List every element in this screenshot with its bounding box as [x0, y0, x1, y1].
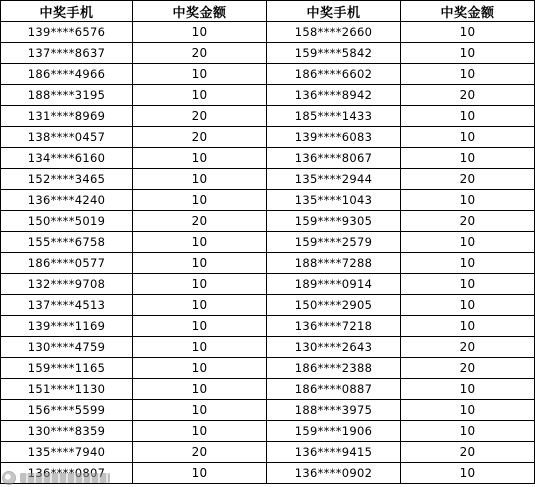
cell-phone-right: 158****2660 — [267, 22, 401, 43]
cell-amount-left: 10 — [133, 379, 267, 400]
watermark-text-mark — [20, 473, 110, 483]
cell-amount-left: 20 — [133, 106, 267, 127]
cell-amount-right: 10 — [401, 22, 535, 43]
cell-phone-left: 155****6758 — [1, 232, 133, 253]
cell-amount-left: 10 — [133, 400, 267, 421]
cell-phone-right: 136****0902 — [267, 463, 401, 484]
table-row — [1, 106, 535, 127]
table-row — [1, 64, 535, 85]
cell-amount-left: 20 — [133, 211, 267, 232]
table-row — [1, 127, 535, 148]
cell-amount-right: 10 — [401, 400, 535, 421]
watermark-logo-icon — [2, 471, 16, 485]
table-row — [1, 379, 535, 400]
cell-phone-left: 135****7940 — [1, 442, 133, 463]
cell-amount-left: 10 — [133, 463, 267, 484]
cell-phone-left: 186****4966 — [1, 64, 133, 85]
cell-phone-left: 159****1165 — [1, 358, 133, 379]
table-row — [1, 85, 535, 106]
watermark — [2, 470, 114, 486]
cell-amount-left: 10 — [133, 232, 267, 253]
cell-amount-right: 10 — [401, 190, 535, 211]
table-row — [1, 190, 535, 211]
cell-amount-left: 10 — [133, 169, 267, 190]
cell-amount-left: 10 — [133, 64, 267, 85]
cell-phone-right: 185****1433 — [267, 106, 401, 127]
header-row — [1, 1, 535, 22]
cell-phone-left: 156****5599 — [1, 400, 133, 421]
cell-amount-left: 10 — [133, 316, 267, 337]
cell-amount-left: 10 — [133, 22, 267, 43]
cell-amount-right: 20 — [401, 169, 535, 190]
cell-phone-right: 188****3975 — [267, 400, 401, 421]
cell-phone-right: 136****9415 — [267, 442, 401, 463]
cell-phone-right: 159****1906 — [267, 421, 401, 442]
table-row — [1, 211, 535, 232]
table-body — [1, 22, 535, 484]
header-amount-left: 中奖金额 — [133, 1, 267, 22]
cell-amount-left: 10 — [133, 274, 267, 295]
cell-amount-left: 10 — [133, 421, 267, 442]
table-row — [1, 316, 535, 337]
cell-phone-right: 159****9305 — [267, 211, 401, 232]
header-amount-right: 中奖金额 — [401, 1, 535, 22]
cell-amount-right: 10 — [401, 379, 535, 400]
cell-phone-left: 130****8359 — [1, 421, 133, 442]
cell-amount-left: 10 — [133, 253, 267, 274]
cell-amount-right: 10 — [401, 148, 535, 169]
cell-amount-left: 10 — [133, 295, 267, 316]
cell-phone-left: 138****0457 — [1, 127, 133, 148]
cell-amount-right: 20 — [401, 211, 535, 232]
cell-amount-right: 10 — [401, 106, 535, 127]
cell-phone-right: 189****0914 — [267, 274, 401, 295]
cell-phone-left: 188****3195 — [1, 85, 133, 106]
cell-phone-right: 159****5842 — [267, 43, 401, 64]
cell-phone-right: 186****0887 — [267, 379, 401, 400]
cell-amount-right: 20 — [401, 337, 535, 358]
table-row — [1, 295, 535, 316]
cell-amount-left: 20 — [133, 43, 267, 64]
cell-phone-left: 186****0577 — [1, 253, 133, 274]
table-row — [1, 22, 535, 43]
cell-amount-right: 20 — [401, 358, 535, 379]
cell-phone-right: 159****2579 — [267, 232, 401, 253]
cell-phone-right: 139****6083 — [267, 127, 401, 148]
cell-amount-right: 20 — [401, 442, 535, 463]
cell-phone-left: 131****8969 — [1, 106, 133, 127]
cell-phone-left: 150****5019 — [1, 211, 133, 232]
table-row — [1, 274, 535, 295]
cell-amount-right: 10 — [401, 64, 535, 85]
table-row — [1, 442, 535, 463]
cell-phone-right: 130****2643 — [267, 337, 401, 358]
cell-phone-left: 136****4240 — [1, 190, 133, 211]
table-row — [1, 421, 535, 442]
cell-phone-left: 139****1169 — [1, 316, 133, 337]
table-header — [1, 1, 535, 22]
table-row — [1, 148, 535, 169]
cell-amount-right: 10 — [401, 295, 535, 316]
cell-amount-left: 20 — [133, 442, 267, 463]
cell-phone-left: 134****6160 — [1, 148, 133, 169]
cell-amount-left: 10 — [133, 337, 267, 358]
cell-amount-right: 10 — [401, 127, 535, 148]
cell-amount-right: 10 — [401, 43, 535, 64]
cell-phone-left: 139****6576 — [1, 22, 133, 43]
cell-amount-left: 10 — [133, 85, 267, 106]
cell-amount-right: 10 — [401, 316, 535, 337]
cell-amount-right: 20 — [401, 85, 535, 106]
cell-phone-left: 137****4513 — [1, 295, 133, 316]
cell-phone-left: 132****9708 — [1, 274, 133, 295]
cell-phone-right: 188****7288 — [267, 253, 401, 274]
cell-phone-left: 130****4759 — [1, 337, 133, 358]
header-phone-right: 中奖手机 — [267, 1, 401, 22]
cell-amount-left: 20 — [133, 127, 267, 148]
cell-phone-right: 135****2944 — [267, 169, 401, 190]
cell-phone-right: 150****2905 — [267, 295, 401, 316]
table-row — [1, 232, 535, 253]
cell-amount-left: 10 — [133, 358, 267, 379]
cell-amount-left: 10 — [133, 190, 267, 211]
cell-phone-right: 136****8067 — [267, 148, 401, 169]
table-row — [1, 400, 535, 421]
cell-phone-left: 151****1130 — [1, 379, 133, 400]
cell-phone-left: 137****8637 — [1, 43, 133, 64]
table-row — [1, 253, 535, 274]
cell-phone-right: 186****6602 — [267, 64, 401, 85]
cell-amount-left: 10 — [133, 148, 267, 169]
cell-phone-right: 136****8942 — [267, 85, 401, 106]
cell-phone-right: 186****2388 — [267, 358, 401, 379]
cell-phone-right: 136****7218 — [267, 316, 401, 337]
cell-amount-right: 10 — [401, 253, 535, 274]
cell-amount-right: 10 — [401, 274, 535, 295]
cell-phone-left: 152****3465 — [1, 169, 133, 190]
table-row — [1, 358, 535, 379]
header-phone-left: 中奖手机 — [1, 1, 133, 22]
table-row — [1, 169, 535, 190]
cell-phone-right: 135****1043 — [267, 190, 401, 211]
table-row — [1, 337, 535, 358]
cell-amount-right: 10 — [401, 421, 535, 442]
table-row — [1, 43, 535, 64]
cell-amount-right: 10 — [401, 232, 535, 253]
cell-amount-right: 10 — [401, 463, 535, 484]
